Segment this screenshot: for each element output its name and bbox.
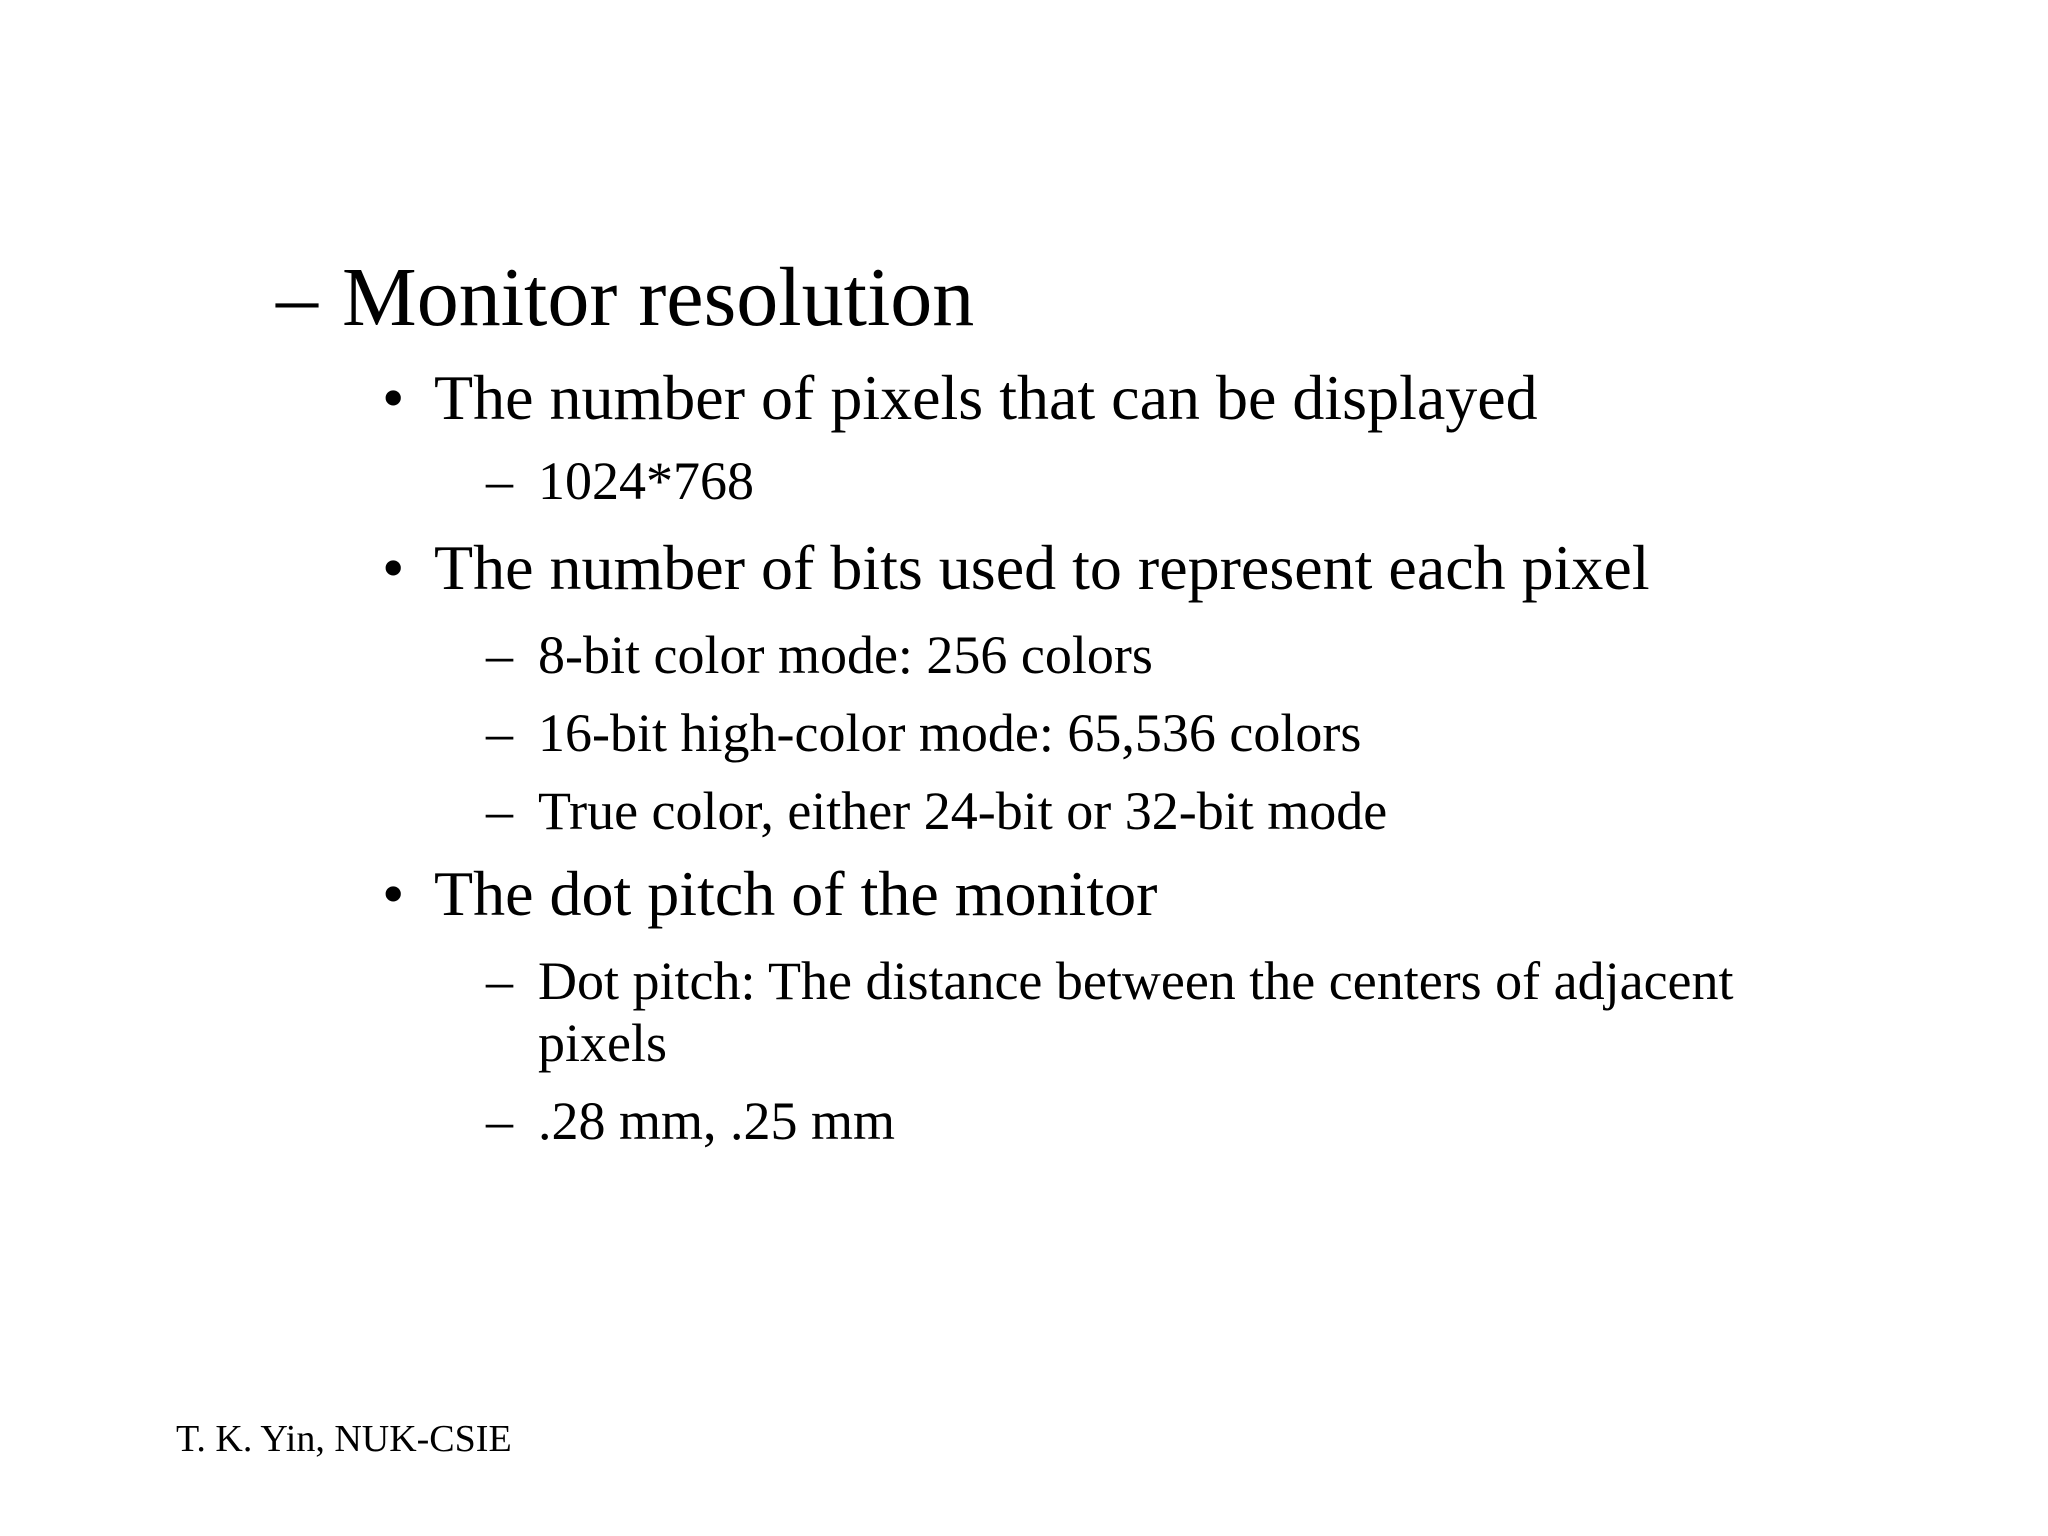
sub-item-text: Dot pitch: The distance between the centers of adjacent (538, 951, 1734, 1011)
sub-item-dash: – (486, 1091, 513, 1151)
sub-item-text: .28 mm, .25 mm (538, 1091, 896, 1151)
heading-dash: – (276, 251, 318, 344)
bullet-text: The number of bits used to represent each pixel (434, 532, 1650, 603)
bullet-text: The number of pixels that can be displayed (434, 362, 1538, 433)
heading-text: Monitor resolution (342, 251, 975, 344)
bullet-icon: • (382, 532, 405, 603)
sub-item-dash: – (486, 951, 513, 1011)
sub-item-text: 8-bit color mode: 256 colors (538, 625, 1153, 685)
sub-item-continuation: pixels (538, 1013, 667, 1073)
bullet-icon: • (382, 362, 405, 433)
bullet-text: The dot pitch of the monitor (434, 858, 1158, 929)
footer-author: T. K. Yin, NUK-CSIE (176, 1418, 512, 1460)
bullet-icon: • (382, 858, 405, 929)
sub-item-dash: – (486, 703, 513, 763)
sub-item-text: 1024*768 (538, 451, 754, 511)
sub-item-dash: – (486, 451, 513, 511)
sub-item-dash: – (486, 625, 513, 685)
sub-item-text: 16-bit high-color mode: 65,536 colors (538, 703, 1362, 763)
sub-item-dash: – (486, 781, 513, 841)
sub-item-text: True color, either 24-bit or 32-bit mode (538, 781, 1388, 841)
